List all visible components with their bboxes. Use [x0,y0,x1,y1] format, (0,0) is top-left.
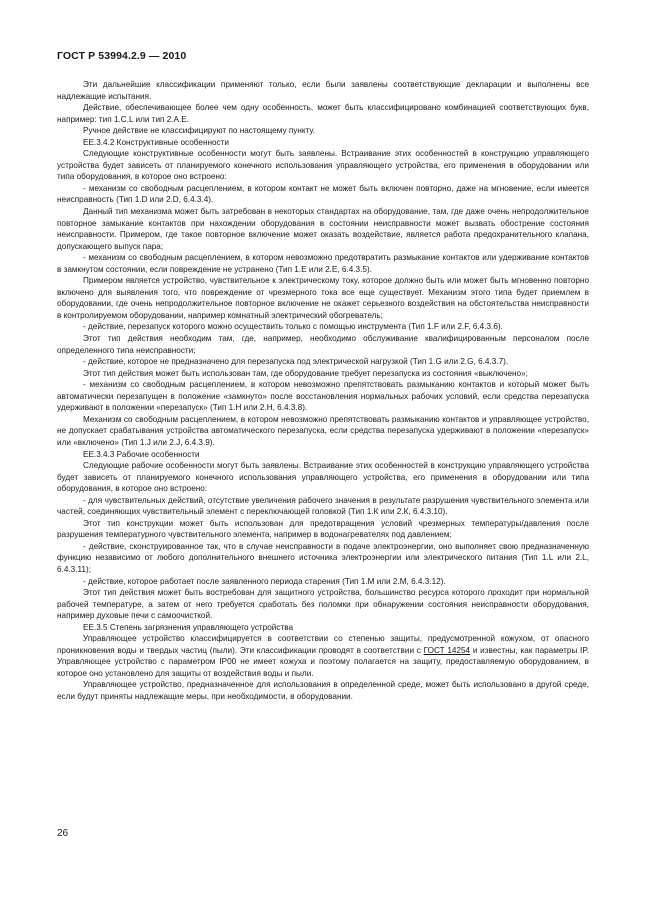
section-heading: ЕЕ.3.4.3 Рабочие особенности [83,449,200,459]
section-heading: ЕЕ.3.5 Степень загрязнения управляющего устройства [83,622,294,632]
list-item: - механизм со свободным расцеплением, в котором невозможно предотвратить размыкание контактов или удерживание контактов в замкнутом состоянии, если повреждение не устранено (Тип 1.Е или 2.Е, 6.4.3.5). [57,253,589,274]
paragraph: Этот тип конструкции может быть использован для предотвращения условий чрезмерных температуры/давления после разрушения температурного чувствительного элемента, например в водонагревателях под давлением; [57,518,589,540]
list-item: - механизм со свободным расцеплением, в котором контакт не может быть включен повторно, даже на мгновение, если имеется неисправность (Тип 1.D или 2.D, 6.4.3.4). [57,183,589,205]
standard-reference-link[interactable]: ГОСТ 14254 [423,645,471,655]
paragraph: Примером является устройство, чувствительное к электрическому току, которое должно быть или может быть мгновенно повторно включено для выявления того, что повреждение от чрезмерного тока все еще существует. Механизм этого типа будет приемлем в оборудовании, где очень непродолжительное повторное включение не окажет серьезного воздействия на обстоятельства неисправности в контролируемом оборудовании, например комнатный электрический обогреватель; [57,276,589,320]
paragraph [57,633,589,679]
paragraph: Следующие конструктивные особенности могут быть заявлены. Встраивание этих особенностей в конструкцию управляющего устройства будет зависеть от планируемого конечного использования управляющего устройства, его применения в оборудовании или типа оборудования, в которое оно встроено: [57,149,589,182]
list-item: - действие, сконструированное так, что в случае неисправности в подаче электроэнергии, оно выполняет свою предназначенную функцию независимо от любого дополнительного внешнего источника электроэнергии или электрического питания (Тип 1.L или 2.L, 6.4.3.11); [57,541,589,574]
list-item: - для чувствительных действий, отсутствие увеличения рабочего значения в результате разрушения чувствительного элемента или частей, соединяющих чувствительный элемент с переключающей головкой (Тип 1.К или 2.К, 6.4.3.10). [57,495,589,517]
page-number: 26 [57,828,69,839]
list-item: - действие, перезапуск которого можно осуществить только с помощью инструмента (Тип 1.F или 2.F, 6.4.3.6). [83,322,503,332]
paragraph: Этот тип действия может быть востребован для защитного устройства, большинство ресурса которого проходит при нормальной рабочей температуре, а затем от него требуется сработать без поломки при обнаружении состояния неисправности оборудования, например духовые печи с самоочисткой. [57,588,589,621]
paragraph: Механизм со свободным расцеплением, в котором невозможно препятствовать размыканию контактов и управляющее устройство, не допускает срабатывания устройства автоматического перезапуска, если средства перезапуска удерживают в положении «перезапуск» или «включено» (Тип 1.J или 2.J, 6.4.3.9). [57,414,589,447]
paragraph: Данный тип механизма может быть затребован в некоторых стандартах на оборудование, там, где даже очень непродолжительное повторное замыкание контактов при нахождении оборудования в состоянии неисправности может вызвать обострение состояния неисправности. Примером, где такое повторное включение может оказать воздействие, является работа предохранительного клапана, допускающего выпуск пара; [57,207,589,251]
standard-header: ГОСТ Р 53994.2.9 — 2010 [57,50,187,62]
list-item: - действие, которое работает после заявленного периода старения (Тип 1.М или 2.М, 6.4.3.12). [83,576,446,586]
list-item: - действие, которое не предназначено для перезапуска под электрической нагрузкой (Тип 1.G или 2.G, 6.4.3.7). [83,357,509,367]
paragraph: Действие, обеспечивающее более чем одну особенность, может быть классифицировано комбинацией соответствующих букв, например: тип 1.С.L или тип 2.A.E. [57,103,589,124]
section-heading: ЕЕ.3.4.2 Конструктивные особенности [83,137,229,147]
paragraph: Эти дальнейшие классификации применяют только, если были заявлены соответствующие декларации и выполнены все надлежащие испытания. [57,80,589,101]
paragraph: Этот тип действия необходим там, где, например, необходимо обслуживание квалифицированным персоналом после определенного типа неисправности; [57,334,589,355]
document-body [57,79,589,703]
list-item: - механизм со свободным расцеплением, в котором невозможно препятствовать размыканию контактов и который может быть автоматически перезапущен в положение «замкнуто» после восстановления нормальных рабочих условий, если средства перезапуска удерживают в положении «перезапуск» (Тип 1.Н или 2.Н, 6.4.3.8). [57,380,589,413]
paragraph-text: и известны, как параметры IP. Управляющее устройство с параметром IP00 не имеет кожуха и поэтому полагается на защиту, предоставляемую оборудованием, в которое оно установлено для защиты от воздействия воды и пыли. [57,645,590,678]
paragraph: Управляющее устройство, предназначенное для использования в определенной среде, может быть использовано в другой среде, если будут приняты надлежащие меры, при необходимости, в оборудовании. [57,680,589,701]
paragraph-text: Управляющее устройство классифицируется в соответствии со степенью защиты, предусмотренной кожухом, от опасного проникновения воды и твердых частиц (пыли). Эти классификации проводят в соответствии с [57,634,589,655]
paragraph: Ручное действие не классифицируют по настоящему пункту. [83,126,315,136]
paragraph: Следующие рабочие особенности могут быть заявлены. Встраивание этих особенностей в конструкцию управляющего устройства будет зависеть от планируемого конечного использования управляющего устройства, его применения в оборудовании или типа оборудования, в которое оно встроено: [57,461,589,494]
paragraph: Этот тип действия может быть использован там, где оборудование требует перезапуска из состояния «выключено»; [83,368,528,378]
